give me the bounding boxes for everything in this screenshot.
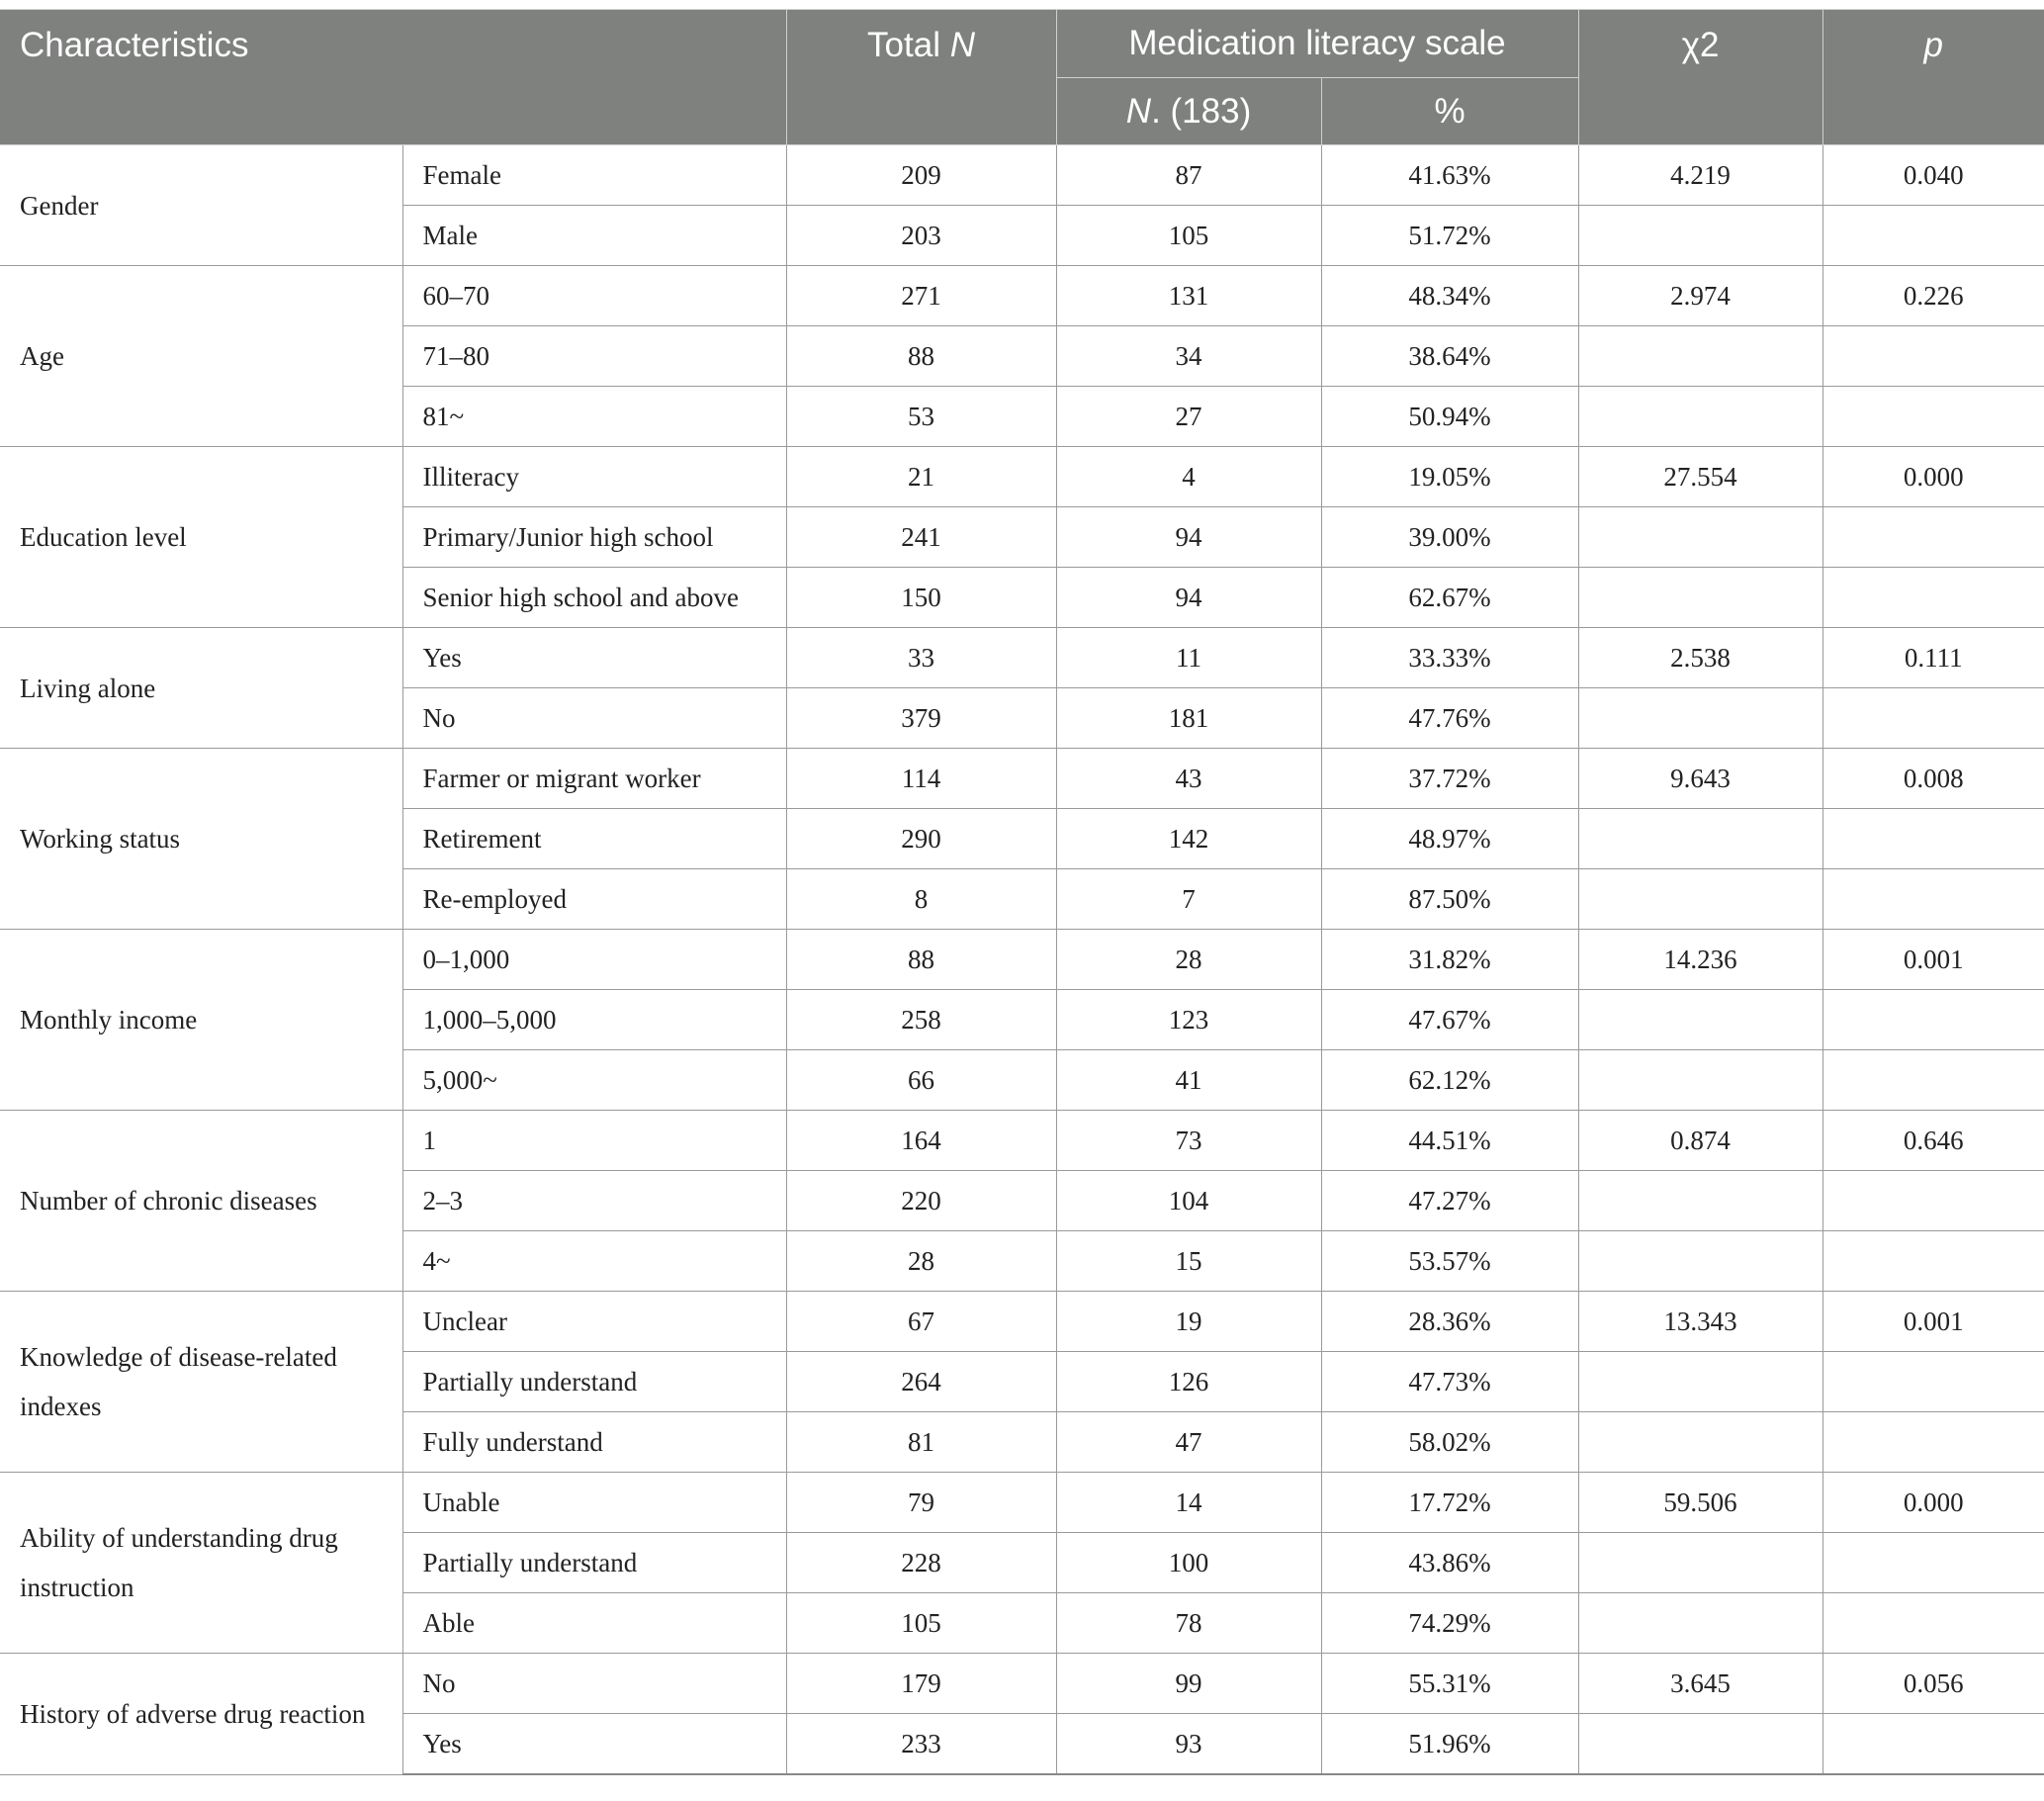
chi-square-cell: 2.974 — [1578, 266, 1822, 326]
chi-square-cell — [1578, 1352, 1822, 1412]
literacy-percent-cell: 51.96% — [1321, 1714, 1578, 1775]
literacy-n-cell: 94 — [1056, 568, 1321, 628]
characteristic-label: Monthly income — [0, 930, 402, 1111]
literacy-n-cell: 105 — [1056, 206, 1321, 266]
total-n-cell: 114 — [786, 749, 1056, 809]
total-n-cell: 105 — [786, 1593, 1056, 1654]
total-n-cell: 179 — [786, 1654, 1056, 1714]
category-cell: 0–1,000 — [402, 930, 786, 990]
chi-square-cell — [1578, 990, 1822, 1050]
p-value-cell — [1822, 507, 2044, 568]
p-value-cell: 0.646 — [1822, 1111, 2044, 1171]
p-value-cell: 0.040 — [1822, 145, 2044, 206]
chi-square-cell — [1578, 809, 1822, 869]
chi-square-cell — [1578, 1171, 1822, 1231]
category-cell: 1,000–5,000 — [402, 990, 786, 1050]
total-n-cell: 53 — [786, 387, 1056, 447]
literacy-percent-cell: 43.86% — [1321, 1533, 1578, 1593]
p-value-cell — [1822, 568, 2044, 628]
literacy-n-cell: 28 — [1056, 930, 1321, 990]
literacy-n-cell: 181 — [1056, 688, 1321, 749]
p-value-cell: 0.226 — [1822, 266, 2044, 326]
header-n-suffix: . (183) — [1151, 91, 1252, 131]
p-value-cell: 0.001 — [1822, 1292, 2044, 1352]
category-cell: Yes — [402, 1714, 786, 1775]
literacy-n-cell: 104 — [1056, 1171, 1321, 1231]
total-n-cell: 228 — [786, 1533, 1056, 1593]
p-value-cell — [1822, 326, 2044, 387]
total-n-cell: 67 — [786, 1292, 1056, 1352]
chi-square-cell: 0.874 — [1578, 1111, 1822, 1171]
characteristic-label: Gender — [0, 145, 402, 266]
table-row — [0, 145, 2044, 206]
literacy-n-cell: 123 — [1056, 990, 1321, 1050]
chi-square-cell: 4.219 — [1578, 145, 1822, 206]
category-cell: 2–3 — [402, 1171, 786, 1231]
literacy-percent-cell: 19.05% — [1321, 447, 1578, 507]
chi-square-cell — [1578, 507, 1822, 568]
header-total-label: Total — [867, 26, 950, 64]
literacy-percent-cell: 62.12% — [1321, 1050, 1578, 1111]
characteristic-label: Education level — [0, 447, 402, 628]
chi-square-cell: 2.538 — [1578, 628, 1822, 688]
total-n-cell: 233 — [786, 1714, 1056, 1775]
table-row — [0, 749, 2044, 809]
table-row — [0, 1654, 2044, 1714]
literacy-percent-cell: 48.97% — [1321, 809, 1578, 869]
chi-square-cell — [1578, 1050, 1822, 1111]
header-p-value — [1822, 10, 2044, 145]
category-cell: Fully understand — [402, 1412, 786, 1473]
header-n-italic: N — [1125, 91, 1152, 131]
literacy-n-cell: 94 — [1056, 507, 1321, 568]
total-n-cell: 150 — [786, 568, 1056, 628]
category-cell: 4~ — [402, 1231, 786, 1292]
total-n-cell: 203 — [786, 206, 1056, 266]
p-value-cell — [1822, 809, 2044, 869]
total-n-cell: 220 — [786, 1171, 1056, 1231]
total-n-cell: 164 — [786, 1111, 1056, 1171]
category-cell: No — [402, 1654, 786, 1714]
chi-square-cell — [1578, 387, 1822, 447]
chi-square-cell — [1578, 1714, 1822, 1775]
category-cell: 71–80 — [402, 326, 786, 387]
characteristic-label: Working status — [0, 749, 402, 930]
literacy-n-cell: 34 — [1056, 326, 1321, 387]
category-cell: Yes — [402, 628, 786, 688]
category-cell: 60–70 — [402, 266, 786, 326]
p-value-cell — [1822, 1533, 2044, 1593]
category-cell: Re-employed — [402, 869, 786, 930]
total-n-cell: 8 — [786, 869, 1056, 930]
chi-square-cell — [1578, 869, 1822, 930]
literacy-n-cell: 4 — [1056, 447, 1321, 507]
literacy-percent-cell: 39.00% — [1321, 507, 1578, 568]
p-value-cell — [1822, 1593, 2044, 1654]
total-n-cell: 379 — [786, 688, 1056, 749]
category-cell: Primary/Junior high school — [402, 507, 786, 568]
total-n-cell: 81 — [786, 1412, 1056, 1473]
literacy-n-cell: 41 — [1056, 1050, 1321, 1111]
literacy-n-cell: 15 — [1056, 1231, 1321, 1292]
chi-square-cell — [1578, 688, 1822, 749]
header-total-n — [786, 10, 1056, 145]
characteristic-label: Ability of understanding drug instruction — [0, 1473, 402, 1654]
table-row — [0, 628, 2044, 688]
literacy-n-cell: 126 — [1056, 1352, 1321, 1412]
category-cell: Illiteracy — [402, 447, 786, 507]
table-row — [0, 1292, 2044, 1352]
category-cell: 1 — [402, 1111, 786, 1171]
literacy-n-cell: 27 — [1056, 387, 1321, 447]
total-n-cell: 88 — [786, 930, 1056, 990]
chi-square-cell: 14.236 — [1578, 930, 1822, 990]
chi-square-cell — [1578, 568, 1822, 628]
characteristic-label: Living alone — [0, 628, 402, 749]
header-characteristics: Characteristics — [0, 10, 786, 145]
category-cell: Able — [402, 1593, 786, 1654]
literacy-n-cell: 7 — [1056, 869, 1321, 930]
total-n-cell: 33 — [786, 628, 1056, 688]
chi-square-cell: 3.645 — [1578, 1654, 1822, 1714]
chi-square-cell — [1578, 206, 1822, 266]
total-n-cell: 290 — [786, 809, 1056, 869]
chi-square-cell — [1578, 1412, 1822, 1473]
total-n-cell: 21 — [786, 447, 1056, 507]
header-medication-literacy-scale: Medication literacy scale — [1056, 10, 1578, 78]
header-n-183 — [1056, 78, 1321, 145]
characteristics-table — [0, 9, 2044, 1775]
table-header — [0, 10, 2044, 145]
total-n-cell: 28 — [786, 1231, 1056, 1292]
header-total-n-italic: N — [949, 26, 975, 64]
characteristic-label: Age — [0, 266, 402, 447]
literacy-n-cell: 99 — [1056, 1654, 1321, 1714]
p-value-cell — [1822, 206, 2044, 266]
category-cell: No — [402, 688, 786, 749]
header-chi-square: χ2 — [1578, 10, 1822, 145]
total-n-cell: 258 — [786, 990, 1056, 1050]
chi-square-cell — [1578, 1533, 1822, 1593]
p-value-cell: 0.008 — [1822, 749, 2044, 809]
category-cell: Farmer or migrant worker — [402, 749, 786, 809]
p-value-cell: 0.001 — [1822, 930, 2044, 990]
table-row — [0, 930, 2044, 990]
literacy-percent-cell: 17.72% — [1321, 1473, 1578, 1533]
category-cell: Retirement — [402, 809, 786, 869]
header-p-italic: p — [1923, 26, 1943, 64]
chi-square-cell — [1578, 1593, 1822, 1654]
p-value-cell — [1822, 1352, 2044, 1412]
literacy-percent-cell: 53.57% — [1321, 1231, 1578, 1292]
total-n-cell: 88 — [786, 326, 1056, 387]
chi-square-cell: 13.343 — [1578, 1292, 1822, 1352]
literacy-percent-cell: 41.63% — [1321, 145, 1578, 206]
literacy-n-cell: 87 — [1056, 145, 1321, 206]
literacy-percent-cell: 28.36% — [1321, 1292, 1578, 1352]
literacy-n-cell: 78 — [1056, 1593, 1321, 1654]
literacy-percent-cell: 38.64% — [1321, 326, 1578, 387]
literacy-n-cell: 14 — [1056, 1473, 1321, 1533]
literacy-percent-cell: 50.94% — [1321, 387, 1578, 447]
p-value-cell: 0.056 — [1822, 1654, 2044, 1714]
p-value-cell — [1822, 688, 2044, 749]
p-value-cell — [1822, 1714, 2044, 1775]
p-value-cell — [1822, 869, 2044, 930]
total-n-cell: 209 — [786, 145, 1056, 206]
total-n-cell: 264 — [786, 1352, 1056, 1412]
table-row — [0, 447, 2044, 507]
literacy-percent-cell: 44.51% — [1321, 1111, 1578, 1171]
literacy-n-cell: 131 — [1056, 266, 1321, 326]
literacy-n-cell: 43 — [1056, 749, 1321, 809]
p-value-cell: 0.000 — [1822, 447, 2044, 507]
p-value-cell — [1822, 1050, 2044, 1111]
literacy-n-cell: 73 — [1056, 1111, 1321, 1171]
total-n-cell: 241 — [786, 507, 1056, 568]
p-value-cell: 0.000 — [1822, 1473, 2044, 1533]
category-cell: Female — [402, 145, 786, 206]
chi-square-cell: 9.643 — [1578, 749, 1822, 809]
total-n-cell: 79 — [786, 1473, 1056, 1533]
literacy-percent-cell: 62.67% — [1321, 568, 1578, 628]
literacy-n-cell: 19 — [1056, 1292, 1321, 1352]
literacy-percent-cell: 87.50% — [1321, 869, 1578, 930]
literacy-percent-cell: 31.82% — [1321, 930, 1578, 990]
category-cell: Partially understand — [402, 1352, 786, 1412]
literacy-percent-cell: 58.02% — [1321, 1412, 1578, 1473]
table-body — [0, 145, 2044, 1775]
literacy-n-cell: 100 — [1056, 1533, 1321, 1593]
p-value-cell: 0.111 — [1822, 628, 2044, 688]
literacy-percent-cell: 47.27% — [1321, 1171, 1578, 1231]
literacy-percent-cell: 74.29% — [1321, 1593, 1578, 1654]
category-cell: 5,000~ — [402, 1050, 786, 1111]
category-cell: Unclear — [402, 1292, 786, 1352]
literacy-percent-cell: 55.31% — [1321, 1654, 1578, 1714]
p-value-cell — [1822, 1171, 2044, 1231]
p-value-cell — [1822, 990, 2044, 1050]
category-cell: Senior high school and above — [402, 568, 786, 628]
p-value-cell — [1822, 387, 2044, 447]
p-value-cell — [1822, 1412, 2044, 1473]
literacy-percent-cell: 48.34% — [1321, 266, 1578, 326]
literacy-n-cell: 142 — [1056, 809, 1321, 869]
category-cell: Partially understand — [402, 1533, 786, 1593]
literacy-percent-cell: 47.73% — [1321, 1352, 1578, 1412]
total-n-cell: 271 — [786, 266, 1056, 326]
characteristic-label: Number of chronic diseases — [0, 1111, 402, 1292]
chi-square-cell — [1578, 326, 1822, 387]
literacy-n-cell: 47 — [1056, 1412, 1321, 1473]
header-percent: % — [1321, 78, 1578, 145]
table-row — [0, 266, 2044, 326]
literacy-percent-cell: 47.76% — [1321, 688, 1578, 749]
literacy-n-cell: 93 — [1056, 1714, 1321, 1775]
literacy-percent-cell: 33.33% — [1321, 628, 1578, 688]
chi-square-cell — [1578, 1231, 1822, 1292]
chi-square-cell: 27.554 — [1578, 447, 1822, 507]
literacy-percent-cell: 51.72% — [1321, 206, 1578, 266]
literacy-percent-cell: 37.72% — [1321, 749, 1578, 809]
chi-square-cell: 59.506 — [1578, 1473, 1822, 1533]
category-cell: Unable — [402, 1473, 786, 1533]
literacy-percent-cell: 47.67% — [1321, 990, 1578, 1050]
category-cell: Male — [402, 206, 786, 266]
p-value-cell — [1822, 1231, 2044, 1292]
characteristic-label: Knowledge of disease-related indexes — [0, 1292, 402, 1473]
category-cell: 81~ — [402, 387, 786, 447]
table-row — [0, 1111, 2044, 1171]
total-n-cell: 66 — [786, 1050, 1056, 1111]
table-row — [0, 1473, 2044, 1533]
literacy-n-cell: 11 — [1056, 628, 1321, 688]
characteristic-label: History of adverse drug reaction — [0, 1654, 402, 1775]
